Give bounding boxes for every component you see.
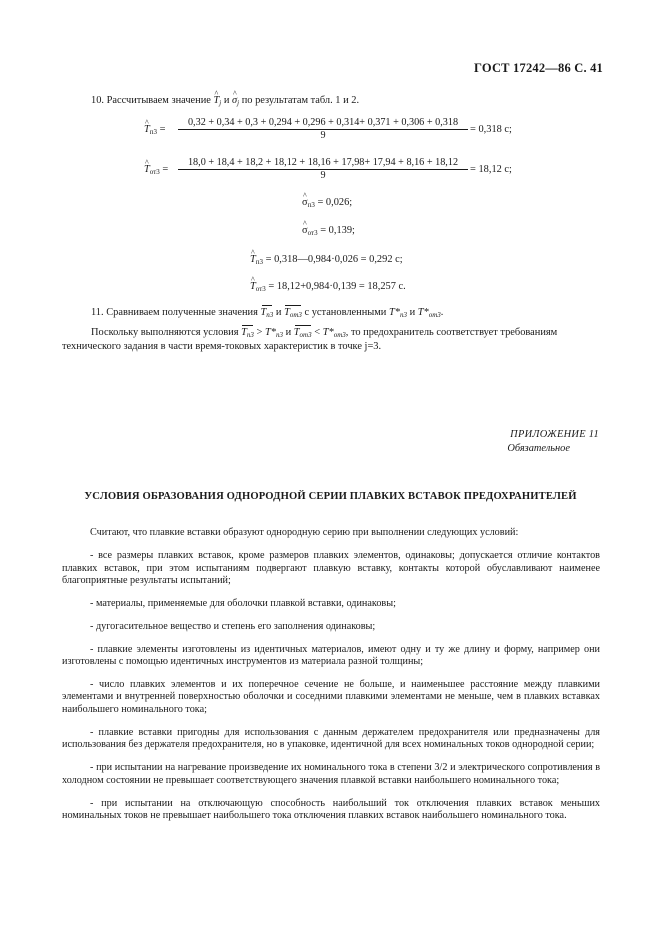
conclusion-line1: Поскольку выполняются условия $T_{п3} > T*_{п3}$ и $T_{от3} < T*_{от3}$, то предохранитель соответствует требованиям [91, 326, 557, 342]
eq6: ^ $T_{от3} = 18,12+0,984\cdot 0,139 = 18,257$ с. [250, 280, 406, 296]
eq2-fraction [178, 157, 468, 182]
appendix-label: ПРИЛОЖЕНИЕ 11 [510, 429, 599, 440]
eq2-lhs: ^ $T_{от3}$ = [144, 163, 168, 179]
item-11-line: 11. Сравниваем полученные значения $T_{п3}$ и $T_{от3}$ с установленными $T*_{п3}$ и $T*_{от3}$. [91, 306, 443, 322]
list-item: - плавкие элементы изготовлены из идентичных материалов, имеют одну и ту же длину и форму, например они изготовлены с помощью идентичных инструментов из материала разной толщины; [62, 643, 600, 668]
item-10-text: 10. Рассчитываем значение [91, 95, 211, 106]
section-title: УСЛОВИЯ ОБРАЗОВАНИЯ ОДНОРОДНОЙ СЕРИИ ПЛАВКИХ ВСТАВОК ПРЕДОХРАНИТЕЛЕЙ [84, 491, 577, 502]
eq5: ^ $T_{п3}$ = 0,318—0,984·0,026 = 0,292 с; [250, 253, 403, 269]
eq2-denominator: 9 [320, 170, 326, 181]
item-10-line [91, 94, 359, 110]
eq2-numerator: 18,0 + 18,4 + 18,2 + 18,12 + 18,16 + 17,98+ 17,94 + 8,16 + 18,12 [187, 157, 459, 168]
symbol-tp3-bar: $T_{п3}$ [261, 306, 274, 322]
appendix-status: Обязательное [507, 443, 570, 454]
eq4: ^ $\sigma_{от3} = 0,139$; [302, 224, 355, 240]
list-item: - число плавких элементов и их поперечное сечение не больше, и наименьшее расстояние между плавкими элементами и внутренней поверхностью оболочки и соседними плавкими элементами не меньше, чем в плавких вставках наибольшего номинального тока; [62, 678, 600, 716]
eq1-fraction [178, 117, 468, 142]
list-item: - плавкие вставки пригодны для использования с данным держателем предохранителя или предназначены для использования без держателя предохранителя, но в упаковке, идентичной для всех номинальных токов однородной серии; [62, 726, 600, 751]
list-item: - при испытании на нагревание произведение их номинального тока в степени 3/2 и электрического сопротивления в холодном состоянии не превышает соответствующего значения плавкой вставки наибольшего номинального тока; [62, 762, 600, 786]
list-item: - все размеры плавких вставок, кроме размеров плавких элементов, одинаковы; допускается отличие контактов плавких вставок, при этом испытаниям подвергают плавкую вставку, контакты которой обуславливают наименее благоприятные результаты испытаний; [62, 549, 600, 587]
eq2-rhs: = 18,12 с; [470, 164, 512, 175]
symbol-t-j: ^ $T_j$ [214, 94, 222, 110]
conj-text: и [223, 95, 230, 106]
eq3: ^ $\sigma_{п3} = 0,026$; [302, 196, 352, 212]
symbol-sigma-j: ^ $\sigma_j$ [232, 94, 239, 110]
section-body [62, 517, 600, 833]
symbol-tot3-bar: $T_{от3}$ [284, 306, 302, 322]
intro-paragraph: Считают, что плавкие вставки образуют однородную серию при выполнении следующих условий: [90, 527, 519, 539]
page-header: ГОСТ 17242—86 С. 41 [474, 61, 603, 75]
conclusion-line2: технического задания в части время-токовых характеристик в точке j=3. [62, 341, 382, 352]
symbol-tot3-star: $T*_{от3}$ [417, 307, 441, 319]
list-item: - дугогасительное вещество и степень его заполнения одинаковы; [90, 620, 376, 632]
item-10-tail: по результатам табл. 1 и 2. [241, 95, 360, 106]
list-item: - материалы, применяемые для оболочки плавкой вставки, одинаковы; [90, 597, 396, 609]
eq1-denominator: 9 [320, 130, 326, 141]
list-item: - при испытании на отключающую способность наибольший ток отключения плавких вставок меньших номинальных токов не превышает наибольшего тока отключения плавких вставок наибольшего номинального тока. [62, 797, 600, 822]
eq1-lhs: ^ $T_{п3}$ = [144, 123, 166, 139]
eq1-numerator: 0,32 + 0,34 + 0,3 + 0,294 + 0,296 + 0,314+ 0,371 + 0,306 + 0,318 [187, 117, 459, 128]
eq1-rhs: = 0,318 с; [470, 124, 512, 135]
symbol-tp3-star: $T*_{п3}$ [388, 307, 407, 319]
